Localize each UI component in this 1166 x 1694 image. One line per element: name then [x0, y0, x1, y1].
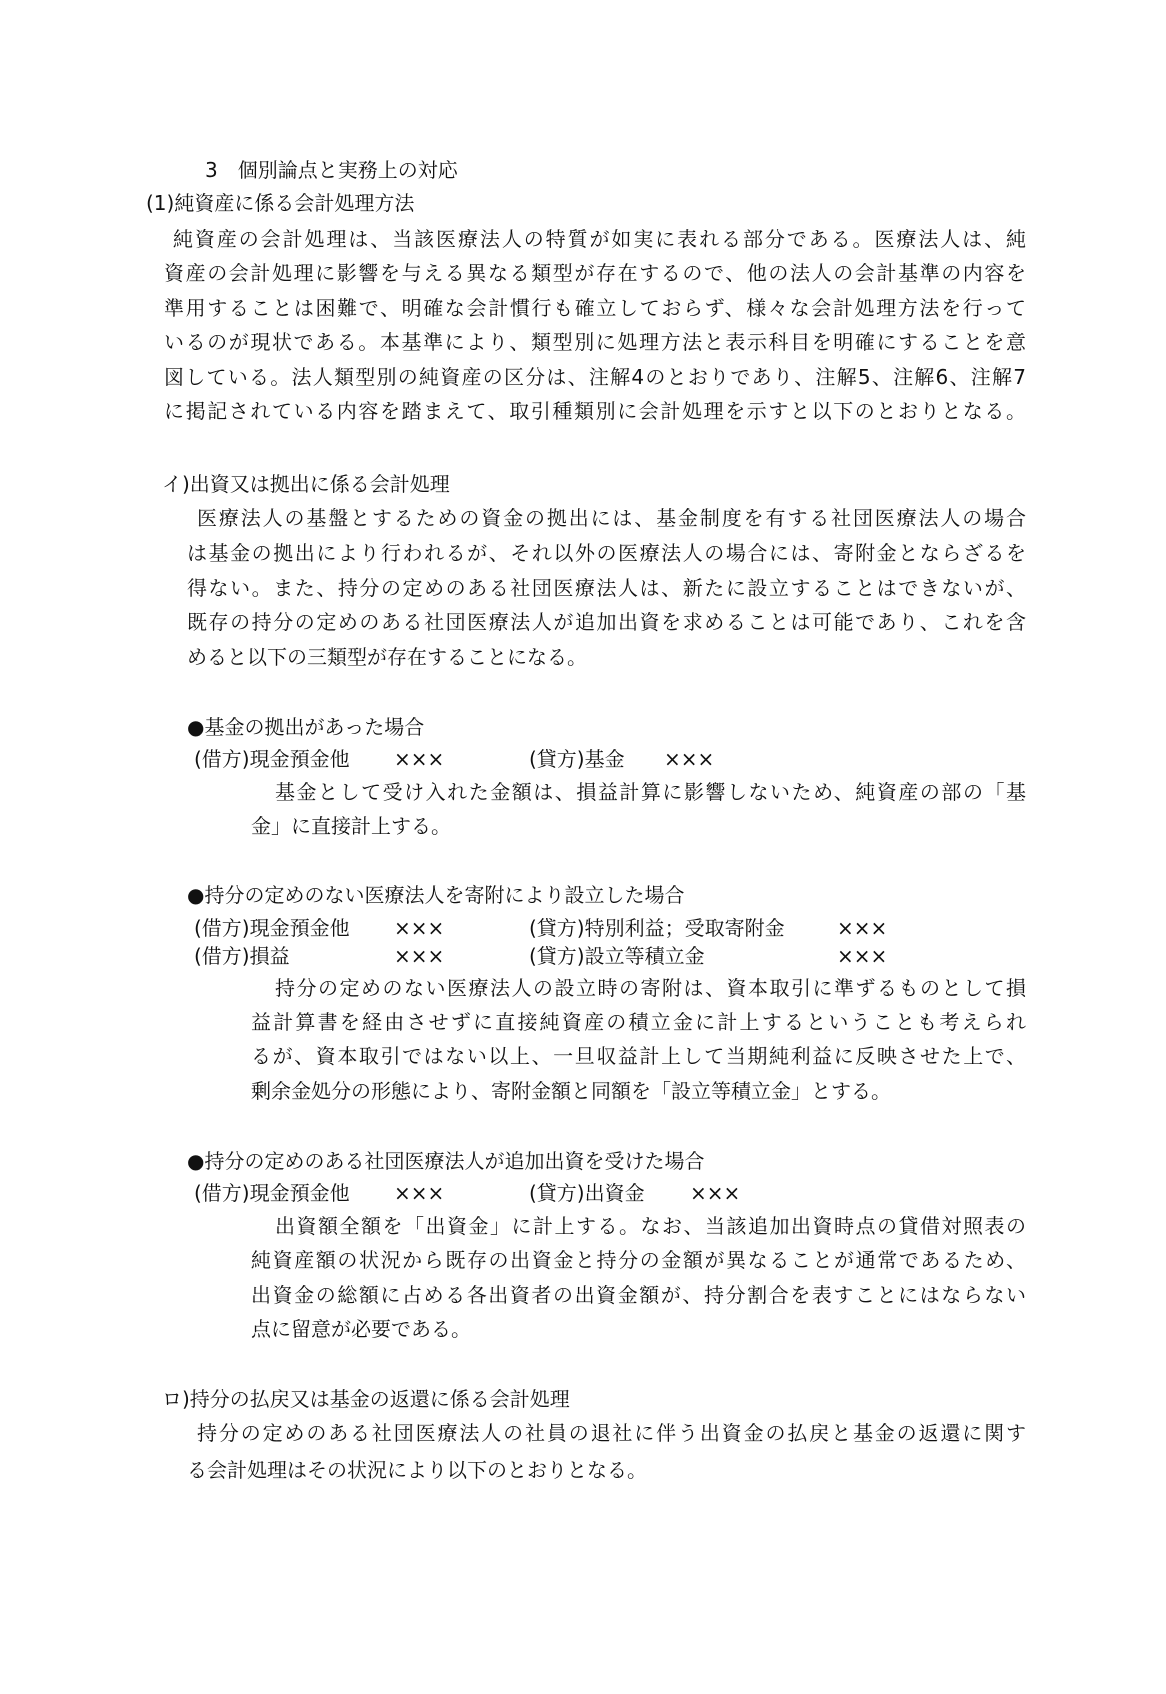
paragraph-line: 持分の定めのない医療法人の設立時の寄附は、資本取引に準ずるものとして損: [275, 976, 1026, 1000]
credit-amount: ×××: [664, 747, 715, 771]
paragraph-line: は基金の拠出により行われるが、それ以外の医療法人の場合には、寄附金とならざるを: [187, 541, 1026, 565]
debit-account: (借方)損益: [194, 944, 290, 968]
debit-account: (借方)現金預金他: [194, 916, 350, 940]
paragraph-line: 既存の持分の定めのある社団医療法人が追加出資を求めることは可能であり、これを含: [187, 610, 1026, 634]
credit-account: (貸方)設立等積立金: [529, 944, 705, 968]
debit-amount: ×××: [394, 1181, 445, 1205]
case-title: ●基金の拠出があった場合: [187, 715, 425, 739]
credit-amount: ×××: [690, 1181, 741, 1205]
paragraph-line: に掲記されている内容を踏まえて、取引種類別に会計処理を示すと以下のとおりとなる。: [164, 399, 1026, 423]
paragraph-line: 金」に直接計上する。: [251, 814, 451, 838]
case-title: ●持分の定めのある社団医療法人が追加出資を受けた場合: [187, 1149, 705, 1173]
paragraph-line: 医療法人の基盤とするための資金の拠出には、基金制度を有する社団医療法人の場合: [197, 506, 1026, 530]
item-ro-title: ロ)持分の払戻又は基金の返還に係る会計処理: [162, 1387, 570, 1411]
paragraph-line: 持分の定めのある社団医療法人の社員の退社に伴う出資金の払戻と基金の返還に関す: [197, 1421, 1026, 1445]
paragraph-line: 出資額全額を「出資金」に計上する。なお、当該追加出資時点の貸借対照表の: [275, 1214, 1026, 1238]
paragraph-line: 点に留意が必要である。: [251, 1317, 471, 1341]
debit-account: (借方)現金預金他: [194, 747, 350, 771]
item-i-title: イ)出資又は拠出に係る会計処理: [162, 472, 450, 496]
paragraph-line: めると以下の三類型が存在することになる。: [187, 645, 587, 669]
paragraph-line: いるのが現状である。本基準により、類型別に処理方法と表示科目を明確にすることを意: [164, 330, 1026, 354]
section-heading: 3 個別論点と実務上の対応: [205, 158, 458, 182]
credit-amount: ×××: [837, 916, 888, 940]
paragraph-line: るが、資本取引ではない以上、一旦収益計上して当期純利益に反映させた上で、: [251, 1044, 1026, 1068]
debit-amount: ×××: [394, 944, 445, 968]
credit-account: (貸方)特別利益；受取寄附金: [529, 916, 785, 940]
paragraph-line: 益計算書を経由させずに直接純資産の積立金に計上するということも考えられ: [251, 1010, 1026, 1034]
credit-account: (貸方)出資金: [529, 1181, 645, 1205]
subsection-title: (1)純資産に係る会計処理方法: [146, 191, 415, 215]
credit-account: (貸方)基金: [529, 747, 625, 771]
paragraph-line: 純資産額の状況から既存の出資金と持分の金額が異なることが通常であるため、: [251, 1248, 1026, 1272]
debit-amount: ×××: [394, 916, 445, 940]
paragraph-line: 剰余金処分の形態により、寄附金額と同額を「設立等積立金」とする。: [251, 1079, 891, 1103]
paragraph-line: 図している。法人類型別の純資産の区分は、注解4のとおりであり、注解5、注解6、注解7: [164, 365, 1026, 389]
debit-account: (借方)現金預金他: [194, 1181, 350, 1205]
paragraph-line: 基金として受け入れた金額は、損益計算に影響しないため、純資産の部の「基: [275, 780, 1026, 804]
paragraph-line: 準用することは困難で、明確な会計慣行も確立しておらず、様々な会計処理方法を行って: [164, 296, 1026, 320]
case-title: ●持分の定めのない医療法人を寄附により設立した場合: [187, 883, 685, 907]
paragraph-line: る会計処理はその状況により以下のとおりとなる。: [187, 1458, 647, 1482]
paragraph-line: 資産の会計処理に影響を与える異なる類型が存在するので、他の法人の会計基準の内容を: [164, 261, 1026, 285]
paragraph-line: 純資産の会計処理は、当該医療法人の特質が如実に表れる部分である。医療法人は、純: [173, 227, 1026, 251]
credit-amount: ×××: [837, 944, 888, 968]
paragraph-line: 出資金の総額に占める各出資者の出資金額が、持分割合を表すことにはならない: [251, 1283, 1026, 1307]
paragraph-line: 得ない。また、持分の定めのある社団医療法人は、新たに設立することはできないが、: [187, 576, 1026, 600]
debit-amount: ×××: [394, 747, 445, 771]
